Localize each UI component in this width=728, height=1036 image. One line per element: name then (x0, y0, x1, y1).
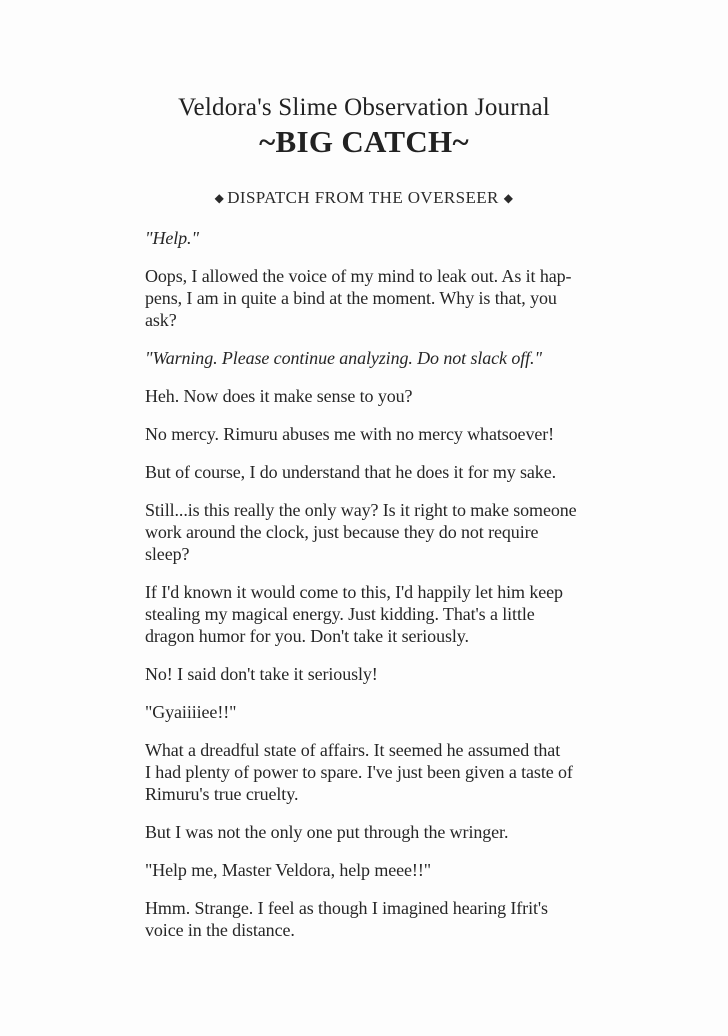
paragraph: Hmm. Strange. I feel as though I imagined hearing Ifrit's voice in the distance. (145, 898, 548, 940)
page-title: Veldora's Slime Observation Journal (178, 94, 550, 121)
paragraph: "Warning. Please continue analyzing. Do not slack off." (145, 348, 542, 368)
paragraph: But of course, I do understand that he does it for my sake. (145, 462, 557, 482)
paragraph: Heh. Now does it make sense to you? (145, 386, 413, 406)
paragraph: No! I said don't take it seriously! (145, 664, 378, 684)
paragraph: If I'd known it would come to this, I'd happily let him keep stealing my magical energy. Just kidding. That's a little dragon humor for you. Don't take it seriously. (145, 582, 563, 646)
paragraph: "Help me, Master Veldora, help meee!!" (145, 860, 431, 880)
paragraph: What a dreadful state of affairs. It seemed he assumed that I had plenty of power to spare. I've just been given a taste of Rimuru's true cruelty. (145, 740, 573, 804)
paragraph: "Help." (145, 228, 199, 248)
section-heading (0, 187, 728, 209)
paragraphs (145, 227, 605, 941)
diamond-icon: ◆ (214, 191, 225, 205)
paragraph: No mercy. Rimuru abuses me with no mercy whatsoever! (145, 424, 555, 444)
paragraph: Still...is this really the only way? Is it right to make someone work around the clock, just because they do not require sleep? (145, 500, 577, 564)
page-subtitle: ~BIG CATCH~ (259, 124, 469, 159)
diamond-icon: ◆ (503, 191, 514, 205)
paragraph: But I was not the only one put through the wringer. (145, 822, 509, 842)
paragraph: "Gyaiiiiee!!" (145, 702, 237, 722)
section-heading-text: DISPATCH FROM THE OVERSEER (227, 188, 499, 207)
paragraph: Oops, I allowed the voice of my mind to leak out. As it hap- pens, I am in quite a bind at the moment. Why is that, you ask? (145, 266, 572, 330)
